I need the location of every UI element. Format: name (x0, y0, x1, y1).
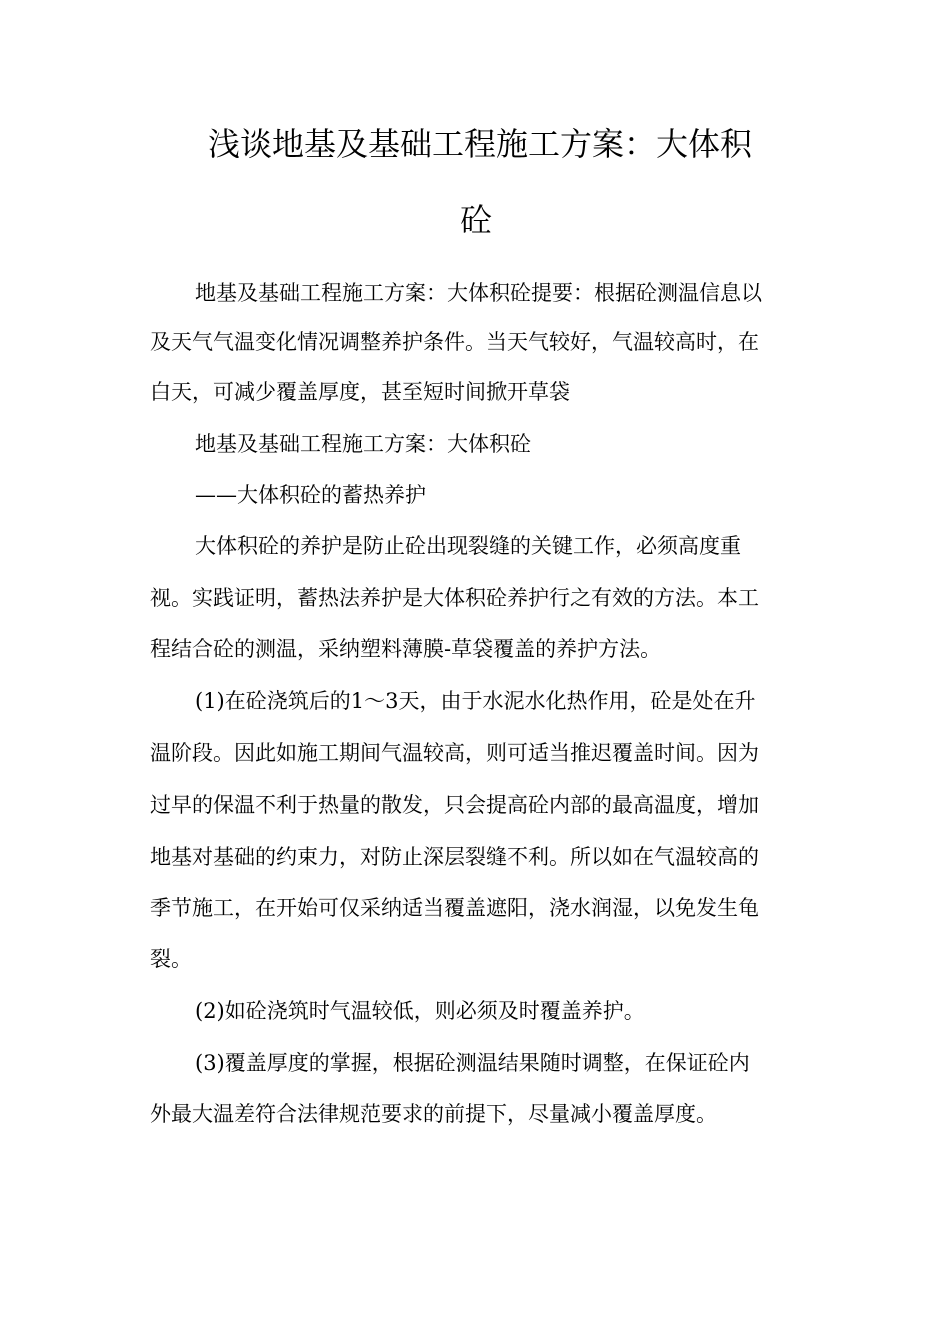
section-heading: ——大体积砼的蓄热养护 (195, 483, 426, 507)
item1-line-4: 地基对基础的约束力，对防止深层裂缝不利。所以如在气温较高的 (150, 845, 759, 869)
abstract-line-1: 地基及基础工程施工方案：大体积砼提要：根据砼测温信息以 (195, 281, 762, 305)
intro-line-2: 视。实践证明，蓄热法养护是大体积砼养护行之有效的方法。本工 (150, 586, 759, 610)
item3-line-1: (3)覆盖厚度的掌握，根据砼测温结果随时调整，在保证砼内 (195, 1051, 750, 1075)
item1-line-3: 过早的保温不利于热量的散发，只会提高砼内部的最高温度，增加 (150, 793, 759, 817)
item1-line-5: 季节施工，在开始可仅采纳适当覆盖遮阳，浇水润湿，以免发生龟 (150, 896, 759, 920)
intro-line-1: 大体积砼的养护是防止砼出现裂缝的关键工作，必须高度重 (195, 534, 741, 558)
document-title-line-1: 浅谈地基及基础工程施工方案：大体积 (207, 125, 752, 163)
item2-line-1: (2)如砼浇筑时气温较低，则必须及时覆盖养护。 (195, 999, 645, 1023)
item3-line-2: 外最大温差符合法律规范要求的前提下，尽量减小覆盖厚度。 (150, 1102, 717, 1126)
item1-line-1: (1)在砼浇筑后的1～3天，由于水泥水化热作用，砼是处在升 (195, 689, 756, 713)
item1-line-2: 温阶段。因此如施工期间气温较高，则可适当推迟覆盖时间。因为 (150, 741, 759, 765)
intro-line-3: 程结合砼的测温，采纳塑料薄膜-草袋覆盖的养护方法。 (150, 637, 662, 661)
item1-line-6: 裂。 (150, 947, 192, 971)
abstract-line-2: 及天气气温变化情况调整养护条件。当天气较好，气温较高时，在 (150, 330, 759, 354)
abstract-line-3: 白天，可减少覆盖厚度，甚至短时间掀开草袋 (150, 380, 570, 404)
subtitle: 地基及基础工程施工方案：大体积砼 (195, 432, 531, 456)
document-title-line-2: 砼 (459, 201, 492, 239)
